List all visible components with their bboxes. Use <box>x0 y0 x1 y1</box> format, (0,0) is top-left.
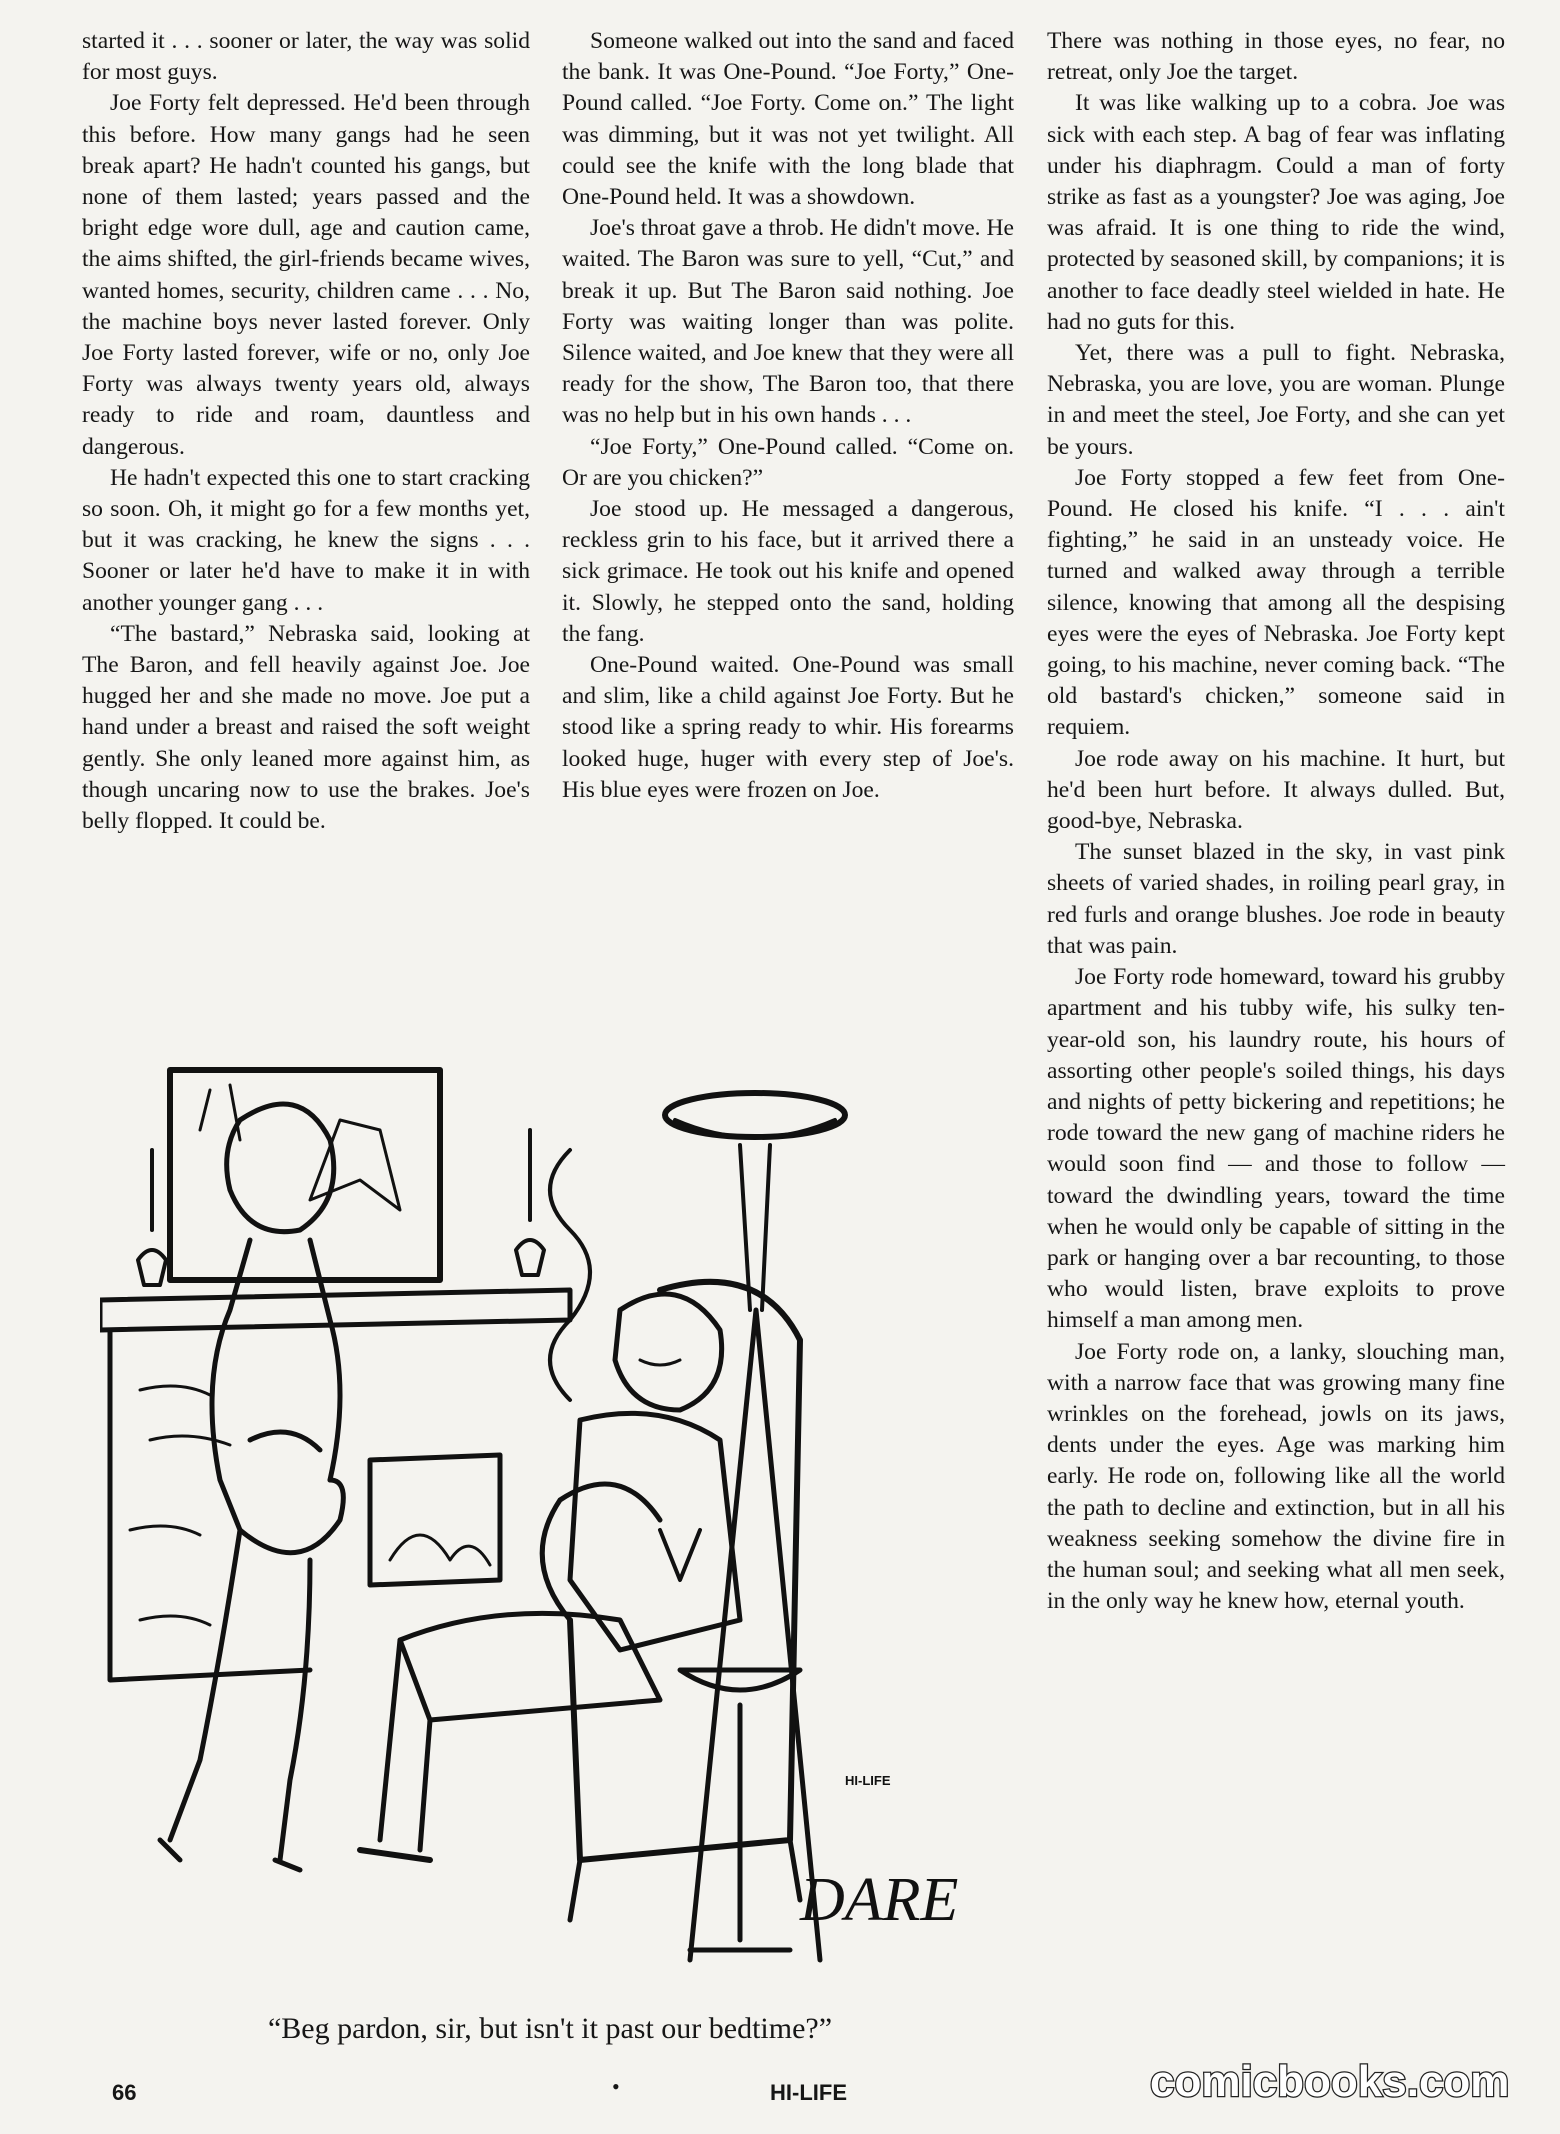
paragraph: Yet, there was a pull to fight. Nebraska, Nebraska, you are love, you are woman. Plunge in and meet the steel, Joe Forty, and she can yet be yours. <box>1047 340 1505 460</box>
candlestick-left <box>138 1150 166 1285</box>
picture-frame <box>170 1070 440 1280</box>
seated-man <box>360 1294 740 1860</box>
paragraph: Joe rode away on his machine. It hurt, but he'd been hurt before. It always dulled. But, good-bye, Nebraska. <box>1047 745 1505 835</box>
paragraph: It was like walking up to a cobra. Joe was sick with each step. A bag of fear was inflating under his diaphragm. Could a man of forty strike as fast as a youngster? Joe was aging, Joe was afraid. It is one thing to ride the wind, protected by seasoned skill, by companions; it is another to face deadly steel wielded in hate. He had no guts for this. <box>1047 90 1505 335</box>
paragraph: He hadn't expected this one to start cracking so soon. Oh, it might go for a few months yet, but it was cracking, he knew the signs . . . Sooner or later he'd have to make it in with another younger gang . . . <box>82 464 530 616</box>
article-column-1 <box>82 26 530 837</box>
article-column-3 <box>1047 26 1505 1617</box>
paragraph: Joe Forty rode homeward, toward his grubby apartment and his tubby wife, his sulky ten-year-old son, his laundry route, his hours of assorting other people's soiled things, his days and nights of petty bickering and repetitions; he rode toward the new gang of machine riders he would soon find — and those to follow — toward the dwindling years, toward the time when he would only be capable of sitting in the park or hanging over a bar recounting, to those who would listen, brave exploits to prove himself a man among men. <box>1047 964 1505 1334</box>
standing-woman <box>160 1104 343 1870</box>
wine-glass-table <box>680 1670 800 1950</box>
paragraph: One-Pound waited. One-Pound was small and slim, like a child against Joe Forty. But he stood like a spring ready to whir. His forearms looked huge, huger with every step of Joe's. His blue eyes were frozen on Joe. <box>562 652 1014 803</box>
watermark-text: comicbooks.com <box>1150 2057 1510 2106</box>
paragraph: started it . . . sooner or later, the way was solid for most guys. <box>82 28 530 86</box>
mantelpiece <box>100 1290 570 1330</box>
watermark <box>1150 2052 1530 2112</box>
footer-dot: • <box>612 2074 620 2099</box>
cigar-smoke <box>550 1150 590 1400</box>
paragraph: Joe Forty felt depressed. He'd been through this before. How many gangs had he seen break apart? He hadn't counted his gangs, but none of them lasted; years passed and the bright edge wore dull, age and caution came, the aims shifted, the girl-friends became wives, wanted homes, security, children came . . . No, the machine boys never lasted forever. Only Joe Forty lasted forever, wife or no, only Joe Forty was always twenty years old, always ready to ride and roam, dauntless and dangerous. <box>82 90 530 460</box>
paragraph: Joe's throat gave a throb. He didn't move. He waited. The Baron was sure to yell, “Cut,” and break it up. But The Baron said nothing. Joe Forty was waiting longer than was polite. Silence waited, and Joe knew that they were all ready for the show, The Baron too, that there was no help but in his own hands . . . <box>562 215 1014 429</box>
page-number: 66 <box>112 2080 137 2105</box>
paragraph: Someone walked out into the sand and faced the bank. It was One-Pound. “Joe Forty,” One-Pound called. “Joe Forty. Come on.” The light was dimming, but it was not yet twilight. All could see the knife with the long blade that One-Pound held. It was a showdown. <box>562 28 1014 211</box>
fireplace <box>370 1455 500 1585</box>
cartoon-credit: HI-LIFE <box>845 1773 891 1788</box>
floor-lamp <box>665 1093 845 1960</box>
cartoon-illustration <box>100 1060 1020 1980</box>
paragraph: Joe stood up. He messaged a dangerous, reckless grin to his face, but it arrived there a sick grimace. He took out his knife and opened it. Slowly, he stepped onto the sand, holding the fang. <box>562 496 1014 647</box>
paragraph: There was nothing in those eyes, no fear, no retreat, only Joe the target. <box>1047 28 1505 86</box>
paragraph: “The bastard,” Nebraska said, looking at The Baron, and fell heavily against Joe. Joe hugged her and she made no move. Joe put a hand under a breast and raised the soft weight gently. She only leaned more against him, as though uncaring now to use the brakes. Joe's belly flopped. It could be. <box>82 620 530 835</box>
article-column-2 <box>562 26 1014 806</box>
paragraph: “Joe Forty,” One-Pound called. “Come on. Or are you chicken?” <box>562 433 1014 491</box>
paragraph: Joe Forty stopped a few feet from One-Pound. He closed his knife. “I . . . ain't fighting,” he said in an unsteady voice. He turned and walked away through a terrible silence, knowing that among all the despising eyes were the eyes of Nebraska. Joe Forty kept going, to his machine, never coming back. “The old bastard's chicken,” someone said in requiem. <box>1047 464 1505 741</box>
candlestick-right <box>516 1130 544 1275</box>
paragraph: Joe Forty rode on, a lanky, slouching man, with a narrow face that was growing many fine wrinkles on the forehead, jowls on its jaws, dents under the eyes. Age was marking him early. He rode on, following like all the world the path to decline and extinction, but in all his weakness seeking somehow the divine fire in the human soul; and seeking what all men seek, in the only way he knew how, eternal youth. <box>1047 1338 1505 1615</box>
cartoon-caption: “Beg pardon, sir, but isn't it past our bedtime?” <box>267 2012 833 2045</box>
artist-signature: DARE <box>800 1866 959 1934</box>
paragraph: The sunset blazed in the sky, in vast pink sheets of varied shades, in roiling pearl gray, in red furls and orange blushes. Joe rode in beauty that was pain. <box>1047 839 1505 959</box>
magazine-name: HI-LIFE <box>770 2080 847 2105</box>
